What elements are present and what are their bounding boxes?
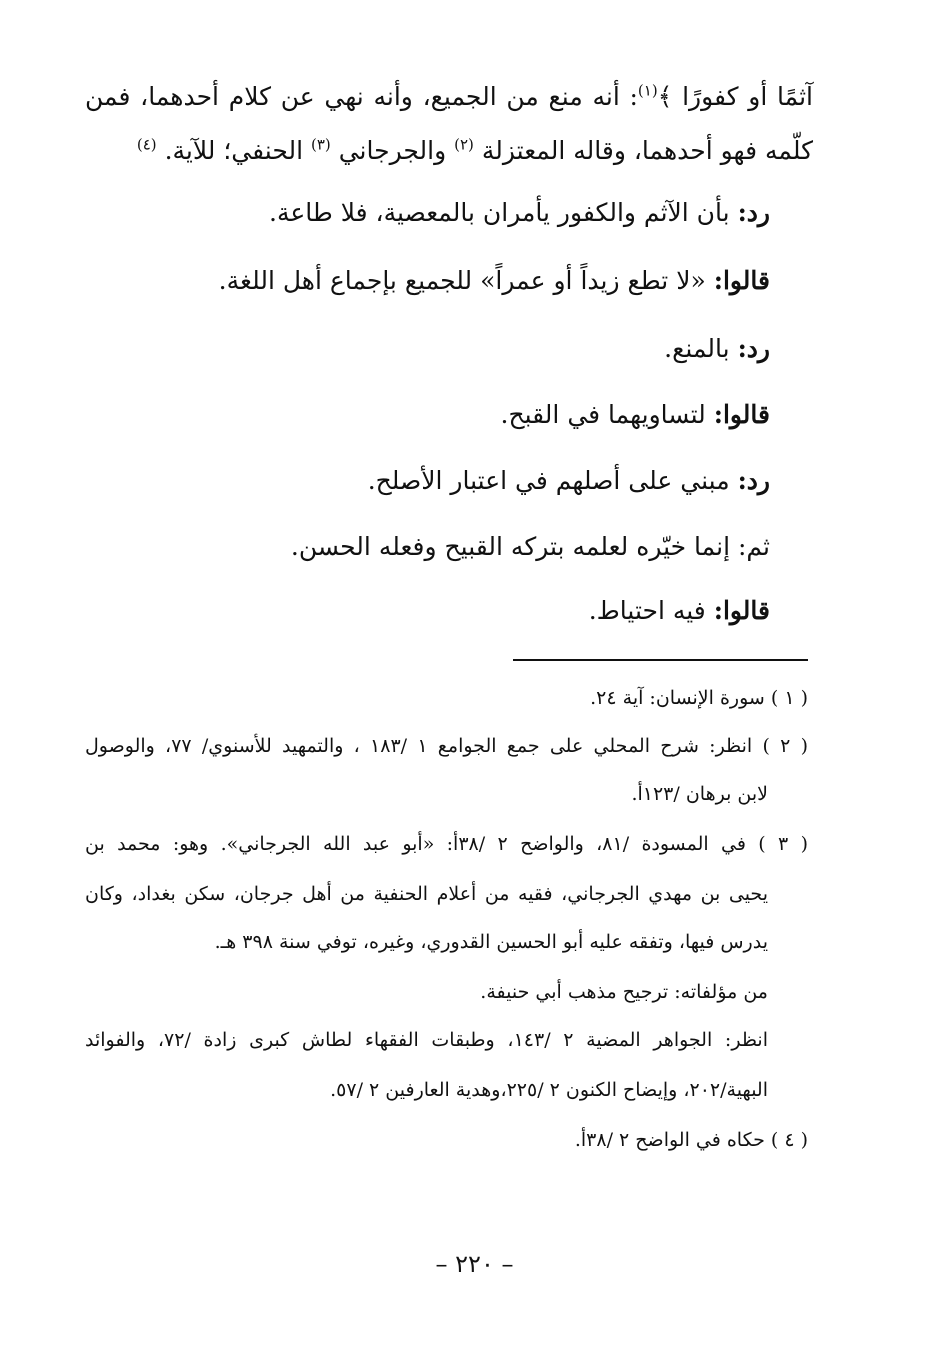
exchange-text: ثم: إنما خيّره لعلمه بتركه القبيح وفعله الحسن.	[290, 532, 770, 561]
paragraph-text: : أنه منع من الجميع، وأنه نهي عن كلام أحدهما، فمن	[85, 82, 638, 111]
paragraph-text: الحنفي؛ للآية.	[164, 136, 304, 165]
exchange-text: لتساويهما في القبح.	[500, 400, 706, 429]
paragraph-text: والجرجاني	[338, 136, 447, 165]
exchange-1	[200, 196, 770, 230]
exchange-label: رد:	[737, 198, 770, 227]
exchange-text: بأن الآثم والكفور يأمران بالمعصية، فلا طاعة.	[269, 198, 730, 227]
footnote-3-line-3: يدرس فيها، وتفقه عليه أبو الحسين القدوري، وغيره، توفي سنة ٣٩٨ هـ.	[214, 931, 768, 953]
exchange-label: قالوا:	[713, 400, 770, 429]
exchange-text: «لا تطع زيداً أو عمراً» للجميع بإجماع أهل اللغة.	[218, 266, 706, 295]
footnote-ref-1[interactable]: (١)	[637, 81, 658, 100]
footnote-3-line-2: يحيى بن مهدي الجرجاني، فقيه من أعلام الحنفية من أهل جرجان، سكن بغداد، وكان	[85, 883, 768, 905]
exchange-5	[200, 464, 770, 498]
footnote-1: ( ١ ) سورة الإنسان: آية ٢٤.	[590, 687, 808, 709]
page-number: – ٢٢٠ –	[435, 1250, 514, 1278]
exchange-text: مبني على أصلهم في اعتبار الأصلح.	[367, 466, 730, 495]
exchange-text: بالمنع.	[664, 334, 730, 363]
footnote-2-line-1: ( ٢ ) انظر: شرح المحلي على جمع الجوامع ١ /١٨٣ ، والتمهيد للأسنوي/ ٧٧، والوصول	[85, 735, 809, 757]
paragraph-line-1	[85, 80, 813, 114]
footnote-ref-4[interactable]: (٤)	[136, 135, 157, 154]
quran-quote-end: آثمًا أو كفورًا ﴾	[657, 82, 813, 111]
exchange-label: رد:	[737, 466, 770, 495]
exchange-label: رد:	[737, 334, 770, 363]
paragraph-line-2	[85, 134, 813, 168]
footnote-ref-2[interactable]: (٢)	[454, 135, 474, 154]
exchange-text: فيه احتياط.	[588, 596, 706, 625]
footnote-3-line-1: ( ٣ ) في المسودة /٨١، والواضح ٢ /٣٨أ: «أبو عبد الله الجرجاني». وهو: محمد بن	[85, 833, 809, 855]
footnote-ref-3[interactable]: (٣)	[310, 135, 331, 154]
footnote-3-line-6: البهية/٢٠٢، وإيضاح الكنون ٢ /٢٢٥،وهدية العارفين ٢ /٥٧.	[330, 1079, 768, 1101]
footnote-separator	[513, 659, 808, 661]
exchange-3	[200, 332, 770, 366]
paragraph-text: كلّمه فهو أحدهما، وقاله المعتزلة	[481, 136, 813, 165]
exchange-label: قالوا:	[713, 266, 770, 295]
footnote-3-line-4: من مؤلفاته: ترجيح مذهب أبي حنيفة.	[480, 981, 768, 1003]
exchange-4	[200, 398, 770, 432]
footnote-3-line-5: انظر: الجواهر المضية ٢ /١٤٣، وطبقات الفقهاء لطاش كبرى زادة /٧٢، والفوائد	[85, 1029, 768, 1051]
exchange-2	[200, 264, 770, 298]
exchange-label: قالوا:	[713, 596, 770, 625]
exchange-6	[200, 530, 770, 564]
exchange-7	[200, 594, 770, 628]
footnote-4: ( ٤ ) حكاه في الواضح ٢ /٣٨أ.	[574, 1129, 808, 1151]
footnote-2-line-2: لابن برهان /١٢٣أ.	[631, 783, 768, 805]
